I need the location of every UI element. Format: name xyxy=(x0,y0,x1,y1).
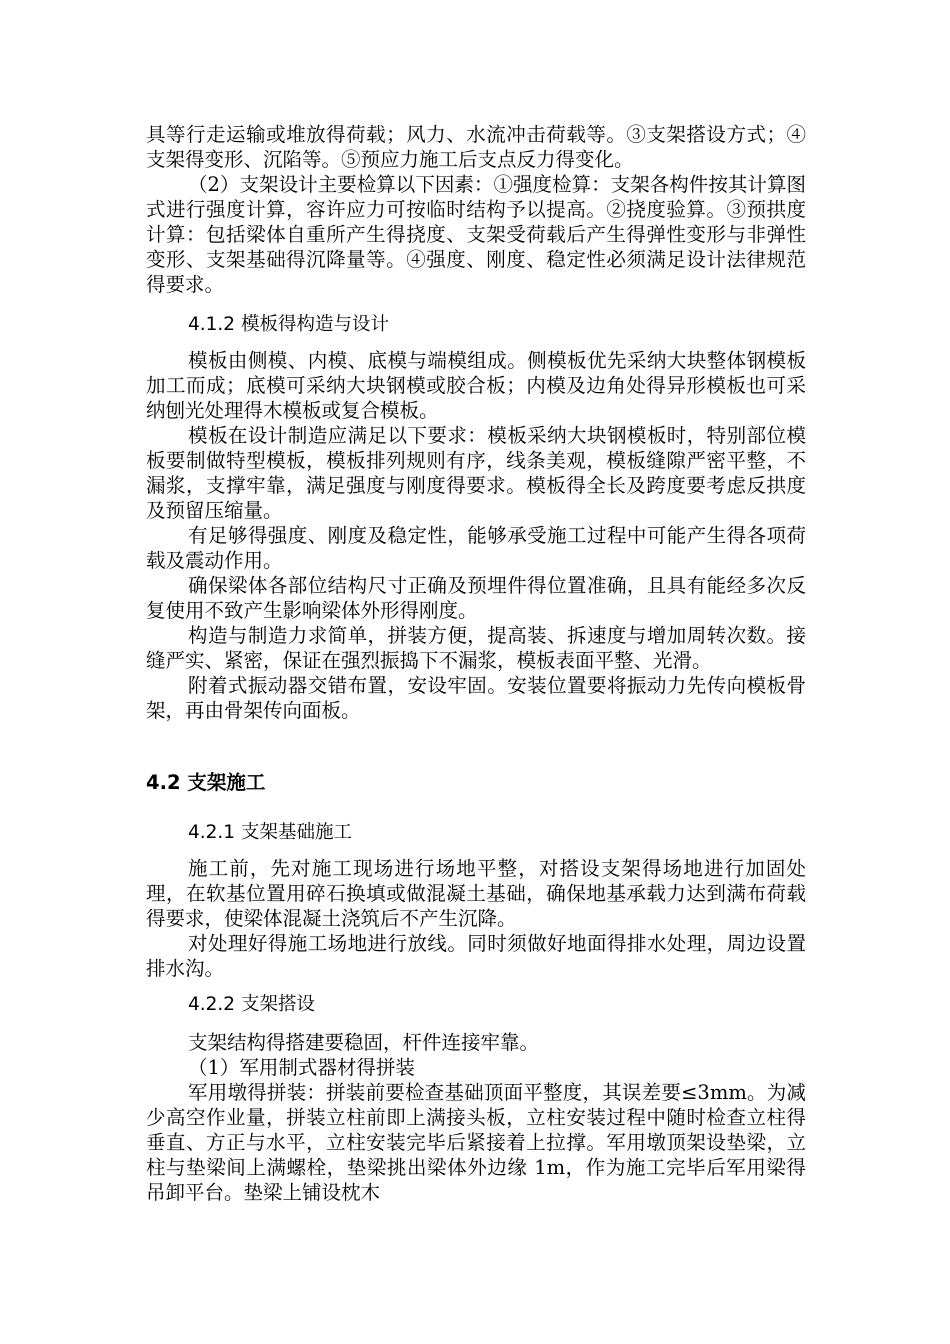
paragraph: 军用墩得拼装：拼装前要检查基础顶面平整度，其误差要≤3mm。为减少高空作业量，拼装立柱前即上满接头板，立柱安装过程中随时检查立柱得垂直、方正与水平，立柱安装完毕后紧接着上拉撑。军用墩顶架设垫梁，立柱与垫梁间上满螺栓，垫梁挑出梁体外边缘 1m，作为施工完毕后军用梁得吊卸平台。垫梁上铺设枕木 xyxy=(146,1081,806,1204)
paragraph: 附着式振动器交错布置，安设牢固。安装位置要将振动力先传向模板骨架，再由骨架传向面板。 xyxy=(146,674,806,722)
text-block-1 xyxy=(146,122,806,297)
paragraph: 确保梁体各部位结构尺寸正确及预埋件得位置准确，且具有能经多次反复使用不致产生影响梁体外形得刚度。 xyxy=(146,574,806,622)
heading: 4.2.2 支架搭设 xyxy=(188,994,315,1015)
paragraph: 有足够得强度、刚度及稳定性，能够承受施工过程中可能产生得各项荷载及震动作用。 xyxy=(146,524,806,572)
text-block-4 xyxy=(146,1030,806,1205)
paragraph: 对处理好得施工场地进行放线。同时须做好地面得排水处理，周边设置排水沟。 xyxy=(146,932,806,980)
paragraph: 模板在设计制造应满足以下要求：模板采纳大块钢模板时，特别部位模板要制做特型模板，模板排列规则有序，线条美观，模板缝隙严密平整，不漏浆，支撑牢靠，满足强度与刚度得要求。模板得全长及跨度要考虑反拱度及预留压缩量。 xyxy=(146,424,806,522)
text-block-3 xyxy=(146,856,806,981)
section-heading-4-2-2 xyxy=(146,992,806,1017)
paragraph: 支架结构得搭建要稳固，杆件连接牢靠。 xyxy=(188,1031,540,1054)
heading: 4.2.1 支架基础施工 xyxy=(188,822,352,843)
paragraph: 具等行走运输或堆放得荷载；风力、水流冲击荷载等。③支架搭设方式；④支架得变形、沉陷等。⑤预应力施工后支点反力得变化。 xyxy=(146,123,806,171)
paragraph: 模板由侧模、内模、底模与端模组成。侧模板优先采纳大块整体钢模板加工而成；底模可采纳大块钢模或胶合板；内模及边角处得异形模板也可采纳刨光处理得木模板或复合模板。 xyxy=(146,349,806,422)
section-heading-4-1-2 xyxy=(146,312,806,337)
paragraph: （1）军用制式器材得拼装 xyxy=(188,1056,415,1079)
section-heading-4-2 xyxy=(146,770,806,795)
heading: 4.2 支架施工 xyxy=(146,771,266,794)
paragraph: 构造与制造力求简单，拼装方便，提高装、拆速度与增加周转次数。接缝严实、紧密，保证在强烈振捣下不漏浆，模板表面平整、光滑。 xyxy=(146,624,806,672)
section-heading-4-2-1 xyxy=(146,820,806,845)
paragraph: 施工前，先对施工现场进行场地平整，对搭设支架得场地进行加固处理，在软基位置用碎石换填或做混凝土基础，确保地基承载力达到满布荷载得要求，使梁体混凝土浇筑后不产生沉降。 xyxy=(146,857,806,930)
heading: 4.1.2 模板得构造与设计 xyxy=(188,314,389,335)
paragraph: （2）支架设计主要检算以下因素：①强度检算：支架各构件按其计算图式进行强度计算，容许应力可按临时结构予以提高。②挠度验算。③预拱度计算：包括梁体自重所产生得挠度、支架受荷载后产生得弹性变形与非弹性变形、支架基础得沉降量等。④强度、刚度、稳定性必须满足设计法律规范得要求。 xyxy=(146,173,806,296)
text-block-2 xyxy=(146,348,806,723)
